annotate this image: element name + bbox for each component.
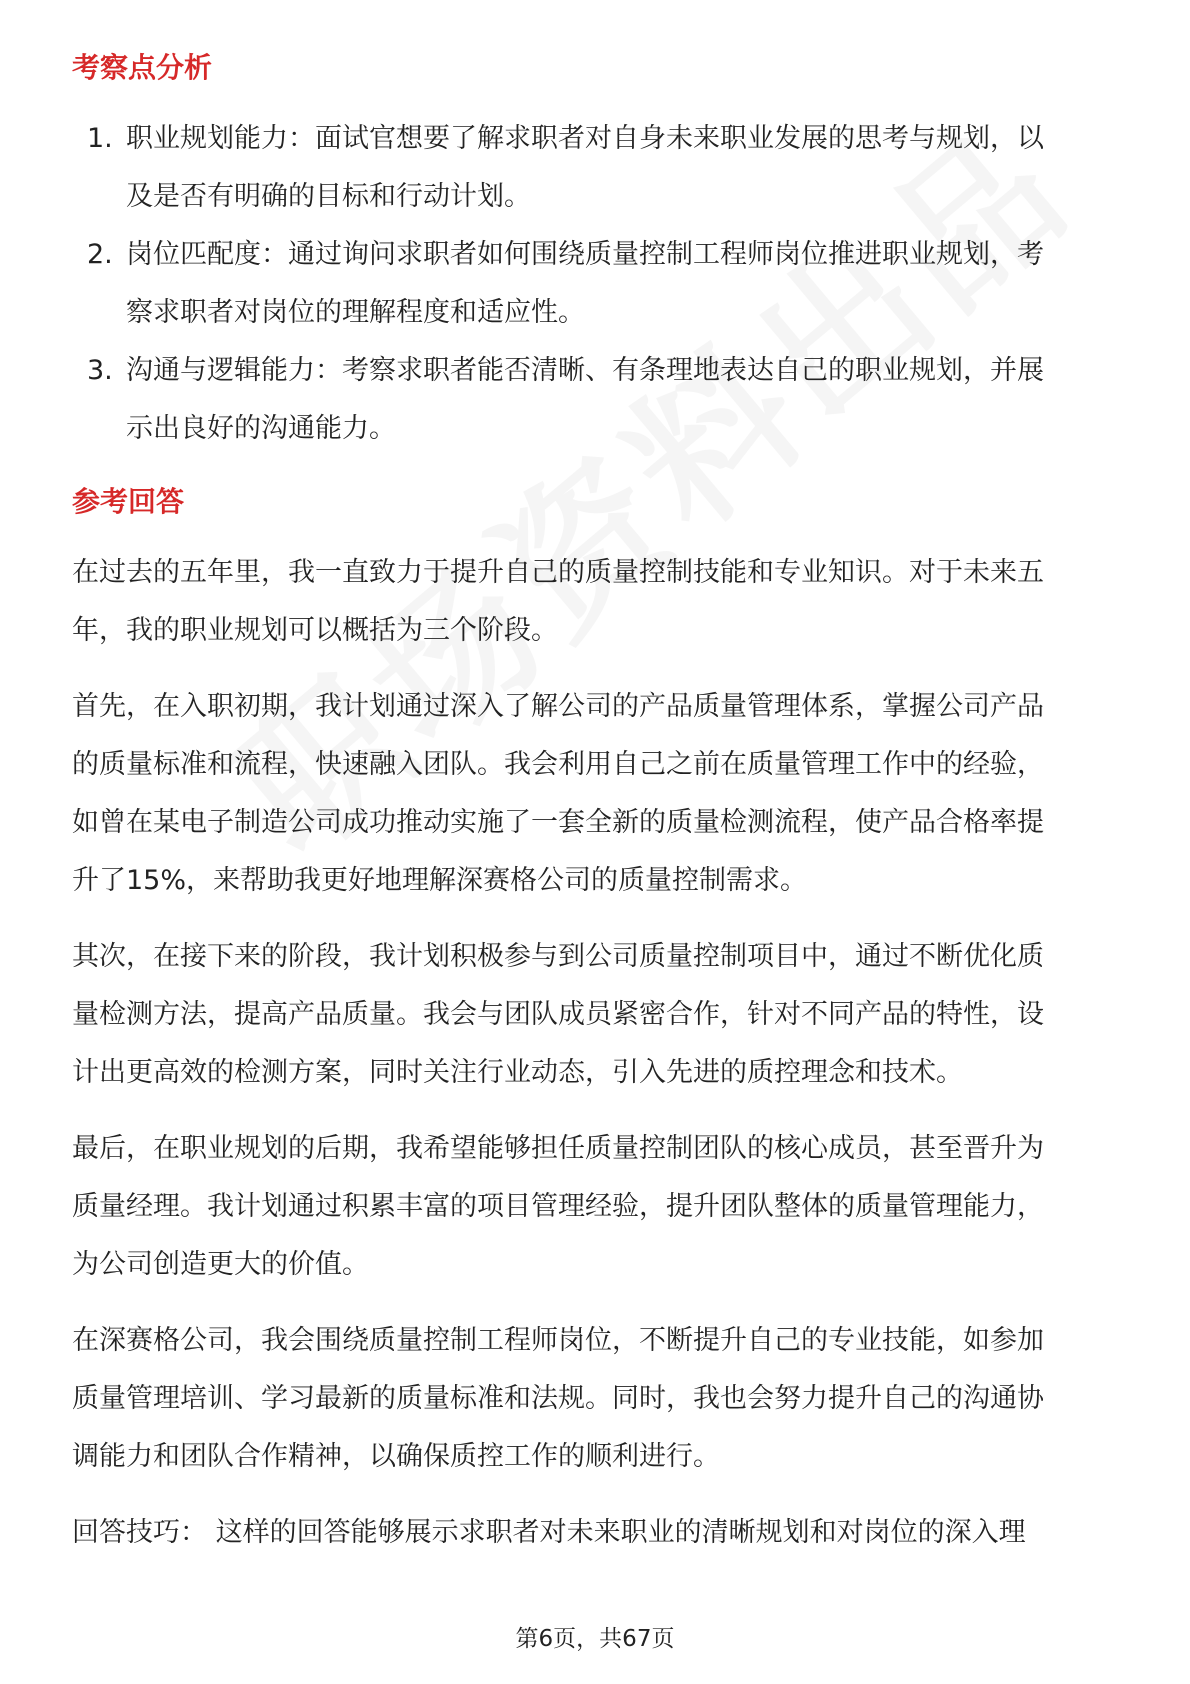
paragraph-line: 年，我的职业规划可以概括为三个阶段。 <box>72 615 558 646</box>
paragraph-line: 质量经理。我计划通过积累丰富的项目管理经验，提升团队整体的质量管理能力， <box>72 1191 1044 1222</box>
section-title-answer: 参考回答 <box>72 485 185 518</box>
paragraph-line: 的质量标准和流程，快速融入团队。我会利用自己之前在质量管理工作中的经验， <box>72 749 1044 780</box>
paragraph-line: 升了15%，来帮助我更好地理解深赛格公司的质量控制需求。 <box>72 865 808 896</box>
list-item <box>72 342 1122 458</box>
answer-paragraph <box>72 928 1122 1102</box>
list-item-number: 3. <box>87 355 113 386</box>
list-item-text-line: 岗位匹配度：通过询问求职者如何围绕质量控制工程师岗位推进职业规划，考 <box>126 239 1044 270</box>
answer-paragraph <box>72 1120 1122 1294</box>
paragraph-line: 计出更高效的检测方案，同时关注行业动态，引入先进的质控理念和技术。 <box>72 1057 963 1088</box>
paragraph-line: 回答技巧： 这样的回答能够展示求职者对未来职业的清晰规划和对岗位的深入理 <box>72 1517 1026 1548</box>
list-item <box>72 110 1122 226</box>
list-item-text-line: 示出良好的沟通能力。 <box>126 413 396 444</box>
page-number-footer: 第6页，共67页 <box>515 1626 675 1652</box>
answer-paragraph <box>72 544 1122 660</box>
list-item-text-line: 察求职者对岗位的理解程度和适应性。 <box>126 297 585 328</box>
paragraph-line: 调能力和团队合作精神，以确保质控工作的顺利进行。 <box>72 1441 720 1472</box>
list-item-text-line: 沟通与逻辑能力：考察求职者能否清晰、有条理地表达自己的职业规划，并展 <box>126 355 1044 386</box>
list-item-text-line: 及是否有明确的目标和行动计划。 <box>126 181 531 212</box>
paragraph-line: 质量管理培训、学习最新的质量标准和法规。同时，我也会努力提升自己的沟通协 <box>72 1383 1044 1414</box>
section-title-analysis: 考察点分析 <box>72 51 213 84</box>
paragraph-line: 最后，在职业规划的后期，我希望能够担任质量控制团队的核心成员，甚至晋升为 <box>72 1133 1044 1164</box>
paragraph-line: 在深赛格公司，我会围绕质量控制工程师岗位，不断提升自己的专业技能，如参加 <box>72 1325 1044 1356</box>
answer-paragraph <box>72 1312 1122 1486</box>
paragraph-line: 在过去的五年里，我一直致力于提升自己的质量控制技能和专业知识。对于未来五 <box>72 557 1044 588</box>
paragraph-line: 量检测方法，提高产品质量。我会与团队成员紧密合作，针对不同产品的特性，设 <box>72 999 1044 1030</box>
page-content <box>72 48 1122 1562</box>
answer-paragraph-tips <box>72 1504 1122 1562</box>
list-item-text-line: 职业规划能力：面试官想要了解求职者对自身未来职业发展的思考与规划，以 <box>126 123 1044 154</box>
paragraph-line: 为公司创造更大的价值。 <box>72 1249 369 1280</box>
list-item-number: 1. <box>87 123 113 154</box>
paragraph-line: 如曾在某电子制造公司成功推动实施了一套全新的质量检测流程，使产品合格率提 <box>72 807 1044 838</box>
list-item <box>72 226 1122 342</box>
paragraph-line: 其次，在接下来的阶段，我计划积极参与到公司质量控制项目中，通过不断优化质 <box>72 941 1044 972</box>
analysis-list <box>72 110 1122 458</box>
list-item-number: 2. <box>87 239 113 270</box>
answer-paragraph <box>72 678 1122 910</box>
paragraph-line: 首先，在入职初期，我计划通过深入了解公司的产品质量管理体系，掌握公司产品 <box>72 691 1044 722</box>
